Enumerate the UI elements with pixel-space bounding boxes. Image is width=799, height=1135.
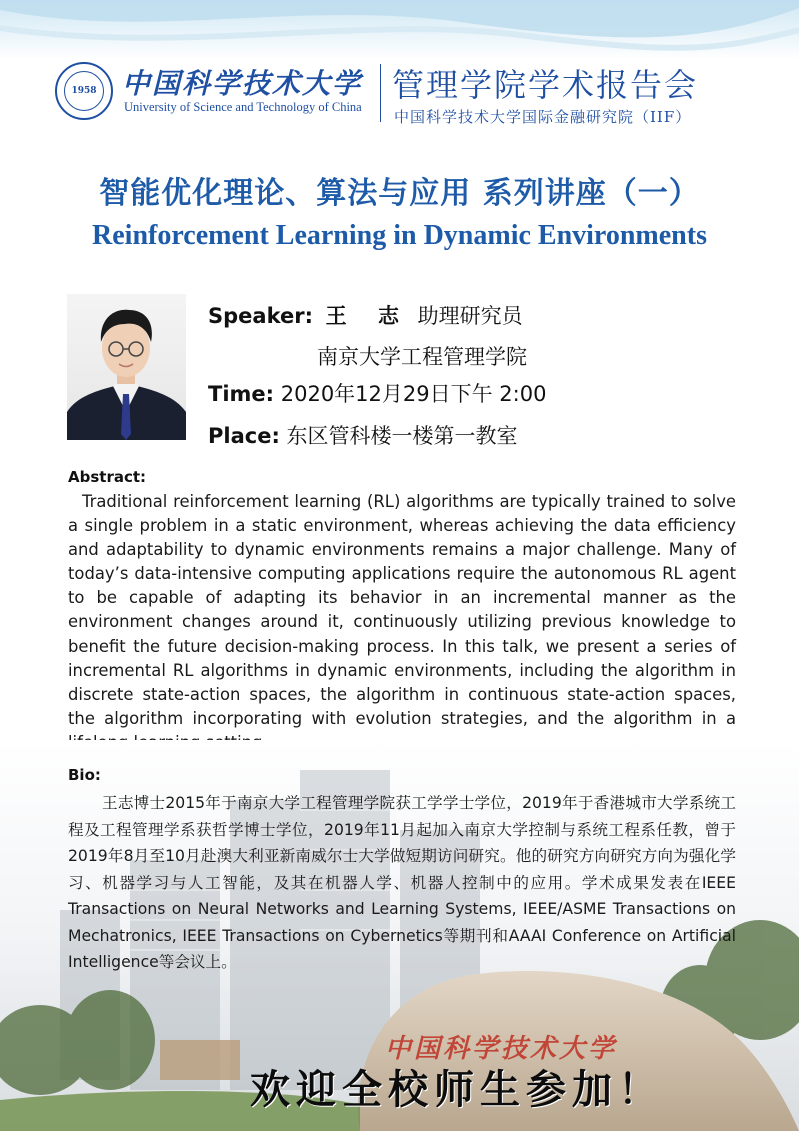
university-seal-logo	[55, 62, 113, 120]
stone-inscription: 中国科学技术大学	[385, 1034, 618, 1064]
speaker-position: 助理研究员	[417, 304, 523, 328]
place-line	[208, 420, 518, 450]
top-wave-band	[0, 0, 799, 60]
time-line	[208, 378, 546, 408]
seal-year: 1958	[64, 71, 104, 111]
place-label: Place:	[208, 424, 280, 448]
speaker-label: Speaker:	[208, 304, 313, 328]
time-value: 2020年12月29日下午 2:00	[280, 382, 547, 406]
university-name-en: University of Science and Technology of China	[124, 100, 362, 114]
speaker-photo	[67, 294, 186, 440]
header-divider	[380, 64, 381, 122]
bio-text: 王志博士2015年于南京大学工程管理学院获工学学士学位，2019年于香港城市大学系统工程及工程管理学系获哲学博士学位，2019年11月起加入南京大学控制与系统工程系任教，曾于2019年8月至10月赴澳大利亚新南威尔士大学做短期访问研究。他的研究方向研究方向为强化学习、机器学习与人工智能，及其在机器人学、机器人控制中的应用。学术成果发表在IEEE Transactions on Neural Networks and Learning Systems, IEEE/ASME Transactions on Mechatronics, IEEE Transactions on Cybernetics等期刊和AAAI Conference on Artificial Intelligence等会议上。	[68, 794, 736, 971]
university-name-cn: 中国科学技术大学	[122, 67, 363, 100]
series-title: 智能优化理论、算法与应用 系列讲座（一）	[99, 176, 700, 211]
report-subtitle: 中国科学技术大学国际金融研究院（IIF）	[394, 108, 692, 126]
speaker-name: 王 志	[325, 304, 411, 328]
talk-title: Reinforcement Learning in Dynamic Environments	[92, 220, 707, 251]
bio-heading: Bio:	[68, 766, 101, 784]
report-title: 管理学院学术报告会	[392, 66, 699, 104]
speaker-affiliation: 南京大学工程管理学院	[317, 345, 527, 369]
time-label: Time:	[208, 382, 275, 406]
abstract-heading: Abstract:	[68, 468, 147, 486]
welcome-banner: 欢迎全校师生参加！	[250, 1066, 664, 1113]
speaker-line	[208, 300, 523, 330]
place-value: 东区管科楼一楼第一教室	[286, 424, 518, 448]
abstract-text: Traditional reinforcement learning (RL) algorithms are typically trained to solve a single problem in a static environment, whereas achieving the data efficiency and adaptability to dynamic environments remains a major challenge. Many of today’s data-intensive computing applications require the autonomous RL agent to be capable of adapting its behavior in an incremental manner as the environment changes around it, continuously utilizing previous knowledge to benefit the future decision-making process. In this talk, we present a series of incremental RL algorithms in dynamic environments, including the algorithm in discrete state-action spaces, the algorithm in continuous state-action spaces, the algorithm incorporating with evolution strategies, and the algorithm in a	[68, 492, 736, 728]
